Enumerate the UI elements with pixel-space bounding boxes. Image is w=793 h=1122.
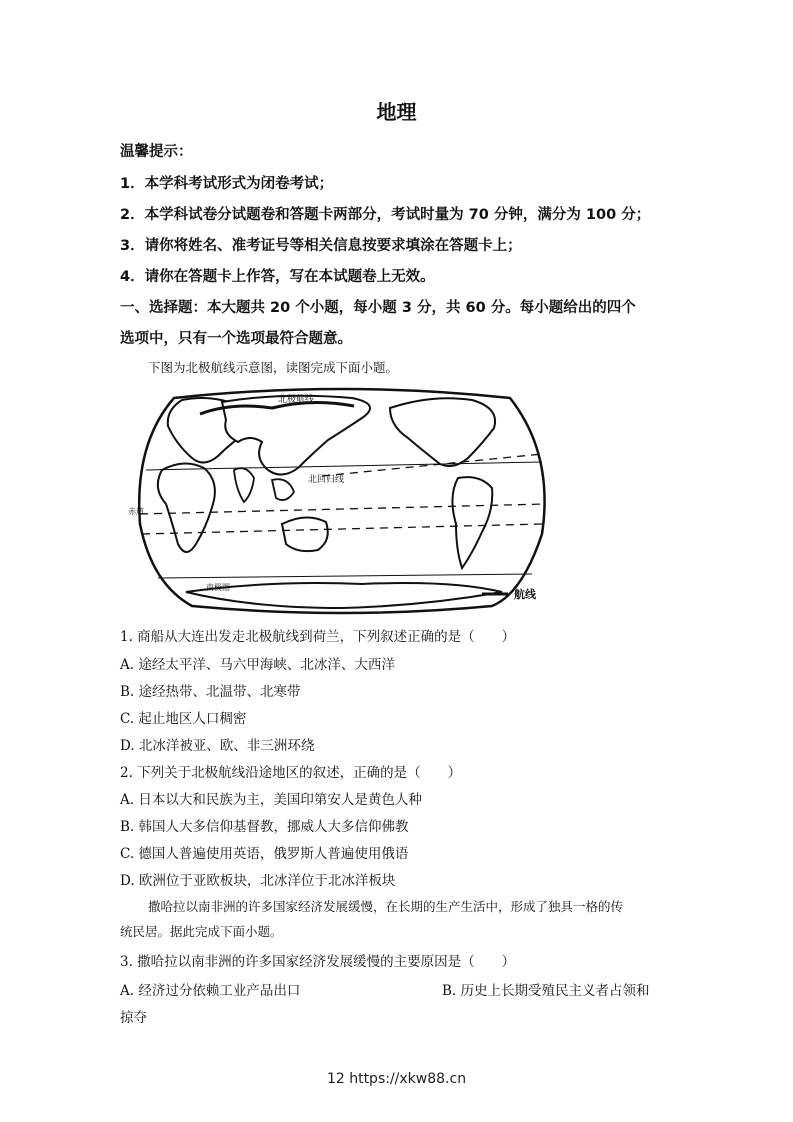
label-equator: 赤道	[128, 507, 144, 516]
legend-label: 航线	[514, 588, 536, 601]
tip-item-4: 4．请你在答题卡上作答，写在本试题卷上无效。	[120, 269, 435, 285]
q2-stem: 2. 下列关于北极航线沿途地区的叙述，正确的是（ ）	[120, 765, 462, 781]
label-tropic: 北回归线	[308, 475, 345, 485]
q3-option-a: A. 经济过分依赖工业产品出口	[120, 983, 301, 999]
q2-option-c: C. 德国人普遍使用英语，俄罗斯人普遍使用俄语	[120, 846, 409, 862]
q2-option-b: B. 韩国人大多信仰基督教，挪威人大多信仰佛教	[120, 819, 409, 835]
q3-option-b-continued: 掠夺	[120, 1010, 147, 1026]
page-footer: 12 https://xkw88.cn	[326, 1071, 467, 1087]
q1-stem: 1. 商船从大连出发走北极航线到荷兰，下列叙述正确的是（ ）	[120, 629, 516, 645]
q2-option-d: D. 欧洲位于亚欧板块，北冰洋位于北冰洋板块	[120, 873, 396, 889]
q1-option-c: C. 起止地区人口稠密	[120, 711, 247, 727]
continent-australia	[282, 517, 328, 551]
intro-text-1: 下图为北极航线示意图，读图完成下面小题。	[148, 360, 399, 375]
q3-stem: 3. 撒哈拉以南非洲的许多国家经济发展缓慢的主要原因是（ ）	[120, 954, 516, 970]
tip-item-2: 2．本学科试卷分试题卷和答题卡两部分，考试时量为 70 分钟，满分为 100 分；	[120, 207, 651, 223]
q3-option-b: B. 历史上长期受殖民主义者占领和	[442, 983, 650, 999]
q2-option-a: A. 日本以大和民族为主，美国印第安人是黄色人种	[120, 792, 422, 808]
tips-heading: 温馨提示：	[120, 144, 193, 160]
label-antarctic: 南极圈	[206, 583, 230, 592]
tip-item-1: 1．本学科考试形式为闭卷考试；	[120, 176, 334, 192]
section-heading-line1: 一、选择题：本大题共 20 个小题，每小题 3 分，共 60 分。每小题给出的四个	[120, 300, 636, 316]
label-north-route: 北极航线	[278, 395, 315, 405]
intro-text-2-line1: 撒哈拉以南非洲的许多国家经济发展缓慢，在长期的生产生活中，形成了独具一格的传	[148, 899, 624, 914]
q1-option-b: B. 途经热带、北温带、北寒带	[120, 684, 301, 700]
page-title: 地理	[376, 100, 417, 124]
q1-option-a: A. 途经太平洋、马六甲海峡、北冰洋、大西洋	[120, 657, 395, 673]
section-heading-line2: 选项中，只有一个选项最符合题意。	[120, 331, 352, 347]
tip-item-3: 3．请你将姓名、准考证号等相关信息按要求填涂在答题卡上；	[120, 238, 522, 254]
q1-option-d: D. 北冰洋被亚、欧、非三洲环绕	[120, 738, 315, 754]
arctic-route-map	[122, 384, 562, 616]
intro-text-2-line2: 统民居。据此完成下面小题。	[120, 924, 283, 939]
